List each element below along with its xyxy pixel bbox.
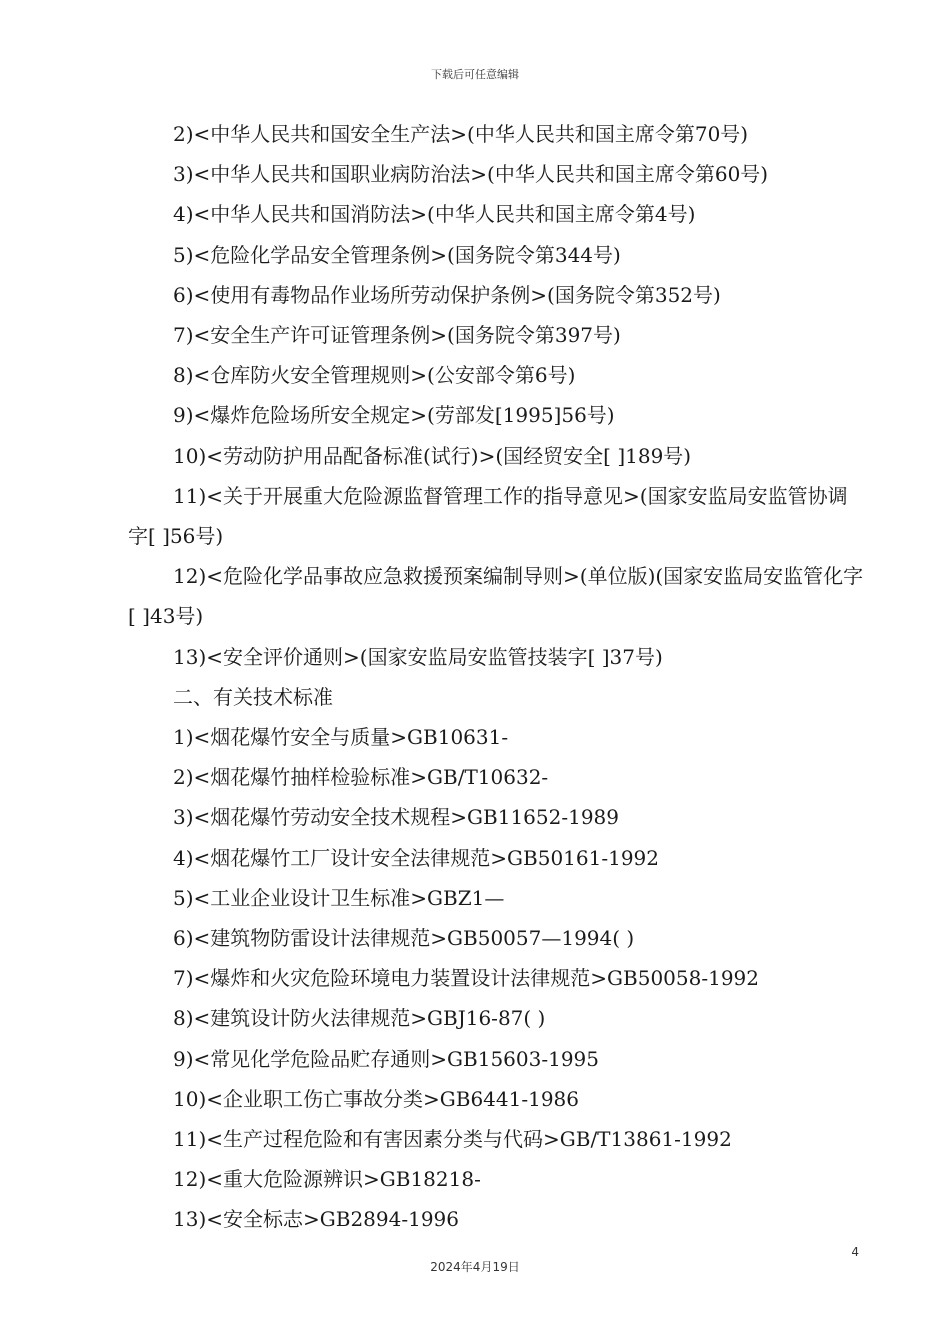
page-number: 4 [851, 1245, 859, 1259]
list-item: 13)<安全标志>GB2894-1996 [173, 1207, 459, 1232]
list-item: 9)<爆炸危险场所安全规定>(劳部发[1995]56号) [173, 403, 615, 428]
list-item: 5)<危险化学品安全管理条例>(国务院令第344号) [173, 242, 621, 267]
list-item: 5)<工业企业设计卫生标准>GBZ1— [173, 885, 505, 910]
list-item: 6)<使用有毒物品作业场所劳动保护条例>(国务院令第352号) [173, 282, 721, 307]
page-header: 下载后可任意编辑 [431, 68, 519, 81]
list-item: 10)<企业职工伤亡事故分类>GB6441-1986 [173, 1086, 579, 1111]
list-item: 3)<中华人民共和国职业病防治法>(中华人民共和国主席令第60号) [173, 162, 769, 187]
list-item: 3)<烟花爆竹劳动安全技术规程>GB11652-1989 [173, 805, 619, 830]
list-item: 9)<常见化学危险品贮存通则>GB15603-1995 [173, 1046, 599, 1071]
document-body [128, 114, 864, 1240]
list-item: 8)<建筑设计防火法律规范>GBJ16-87( ) [173, 1006, 546, 1031]
list-item: 11)<生产过程危险和有害因素分类与代码>GB/T13861-1992 [173, 1127, 732, 1152]
list-item: 2)<烟花爆竹抽样检验标准>GB/T10632- [173, 765, 549, 790]
list-item: 6)<建筑物防雷设计法律规范>GB50057—1994( ) [173, 926, 635, 951]
list-item: 10)<劳动防护用品配备标准(试行)>(国经贸安全[ ]189号) [173, 443, 692, 468]
list-item: 8)<仓库防火安全管理规则>(公安部令第6号) [173, 363, 576, 388]
list-item: 4)<烟花爆竹工厂设计安全法律规范>GB50161-1992 [173, 845, 659, 870]
footer-date: 2024年4月19日 [430, 1260, 520, 1274]
list-item: 1)<烟花爆竹安全与质量>GB10631- [173, 725, 509, 750]
list-item: 2)<中华人民共和国安全生产法>(中华人民共和国主席令第70号) [173, 122, 749, 146]
list-item: 12)<重大危险源辨识>GB18218- [173, 1167, 481, 1192]
list-item: 12)<危险化学品事故应急救援预案编制导则>(单位版)(国家安监局安监管化字[ ]43号) [128, 564, 864, 629]
list-item: 7)<爆炸和火灾危险环境电力装置设计法律规范>GB50058-1992 [173, 966, 759, 991]
list-item: 7)<安全生产许可证管理条例>(国务院令第397号) [173, 323, 621, 348]
section-heading: 二、有关技术标准 [173, 684, 333, 709]
list-item: 4)<中华人民共和国消防法>(中华人民共和国主席令第4号) [173, 202, 696, 227]
list-item: 11)<关于开展重大危险源监督管理工作的指导意见>(国家安监局安监管协调字[ ]56号) [128, 483, 848, 549]
list-item: 13)<安全评价通则>(国家安监局安监管技装字[ ]37号) [173, 644, 663, 669]
